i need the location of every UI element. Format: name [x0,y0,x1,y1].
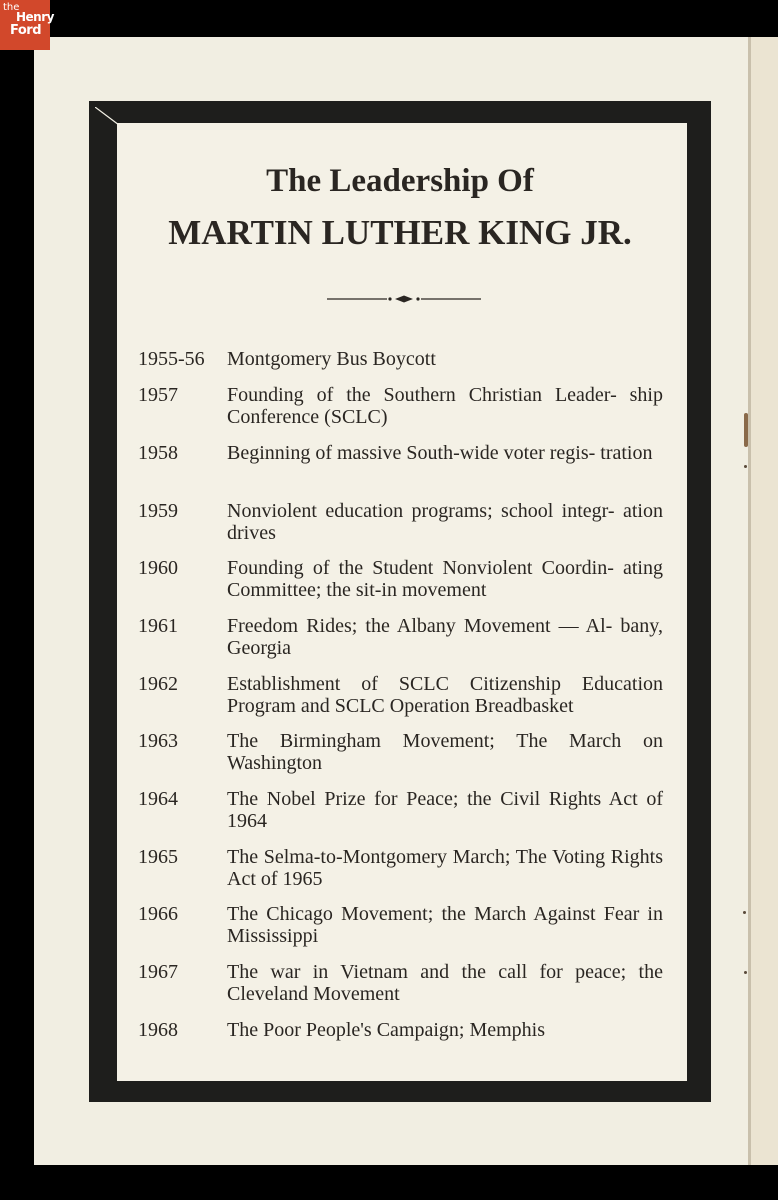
entry-description: Nonviolent education programs; school integr- ation drives [227,500,663,544]
entry-description: Founding of the Southern Christian Leader- ship Conference (SCLC) [227,384,663,428]
entry-year: 1960 [138,557,178,579]
entry-description: Founding of the Student Nonviolent Coordin- ating Committee; the sit-in movement [227,557,663,601]
entry-description: Establishment of SCLC Citizenship Education Program and SCLC Operation Breadbasket [227,673,663,717]
entry-description: The war in Vietnam and the call for peace; the Cleveland Movement [227,961,663,1005]
entry-description: The Chicago Movement; the March Against Fear in Mississippi [227,903,663,947]
entry-year: 1957 [138,384,178,406]
entry-year: 1967 [138,961,178,983]
entry-year: 1968 [138,1019,178,1041]
entry-description: The Poor People's Campaign; Memphis [227,1019,546,1041]
entry-description: Beginning of massive South-wide voter regis- tration [227,442,653,464]
entry-year: 1962 [138,673,178,695]
entry-year: 1955-56 [138,348,205,370]
entry-year: 1963 [138,730,178,752]
title-line-2: MARTIN LUTHER KING JR. [168,213,632,252]
entry-year: 1965 [138,846,178,868]
entry-description: The Birmingham Movement; The March on Washington [227,730,663,774]
entry-year: 1958 [138,442,178,464]
entry-year: 1961 [138,615,178,637]
entry-description: Montgomery Bus Boycott [227,348,436,370]
entry-description: The Selma-to-Montgomery March; The Voting Rights Act of 1965 [227,846,663,890]
logo-text-the: the [3,2,20,13]
entry-year: 1959 [138,500,178,522]
title-line-1: The Leadership Of [266,163,534,199]
entry-description: The Nobel Prize for Peace; the Civil Rights Act of 1964 [227,788,663,832]
logo-text-henry: Henry [16,10,54,24]
entry-year: 1964 [138,788,178,810]
logo-text-ford: Ford [10,23,42,38]
entry-year: 1966 [138,903,178,925]
entry-description: Freedom Rides; the Albany Movement — Al- bany, Georgia [227,615,663,659]
